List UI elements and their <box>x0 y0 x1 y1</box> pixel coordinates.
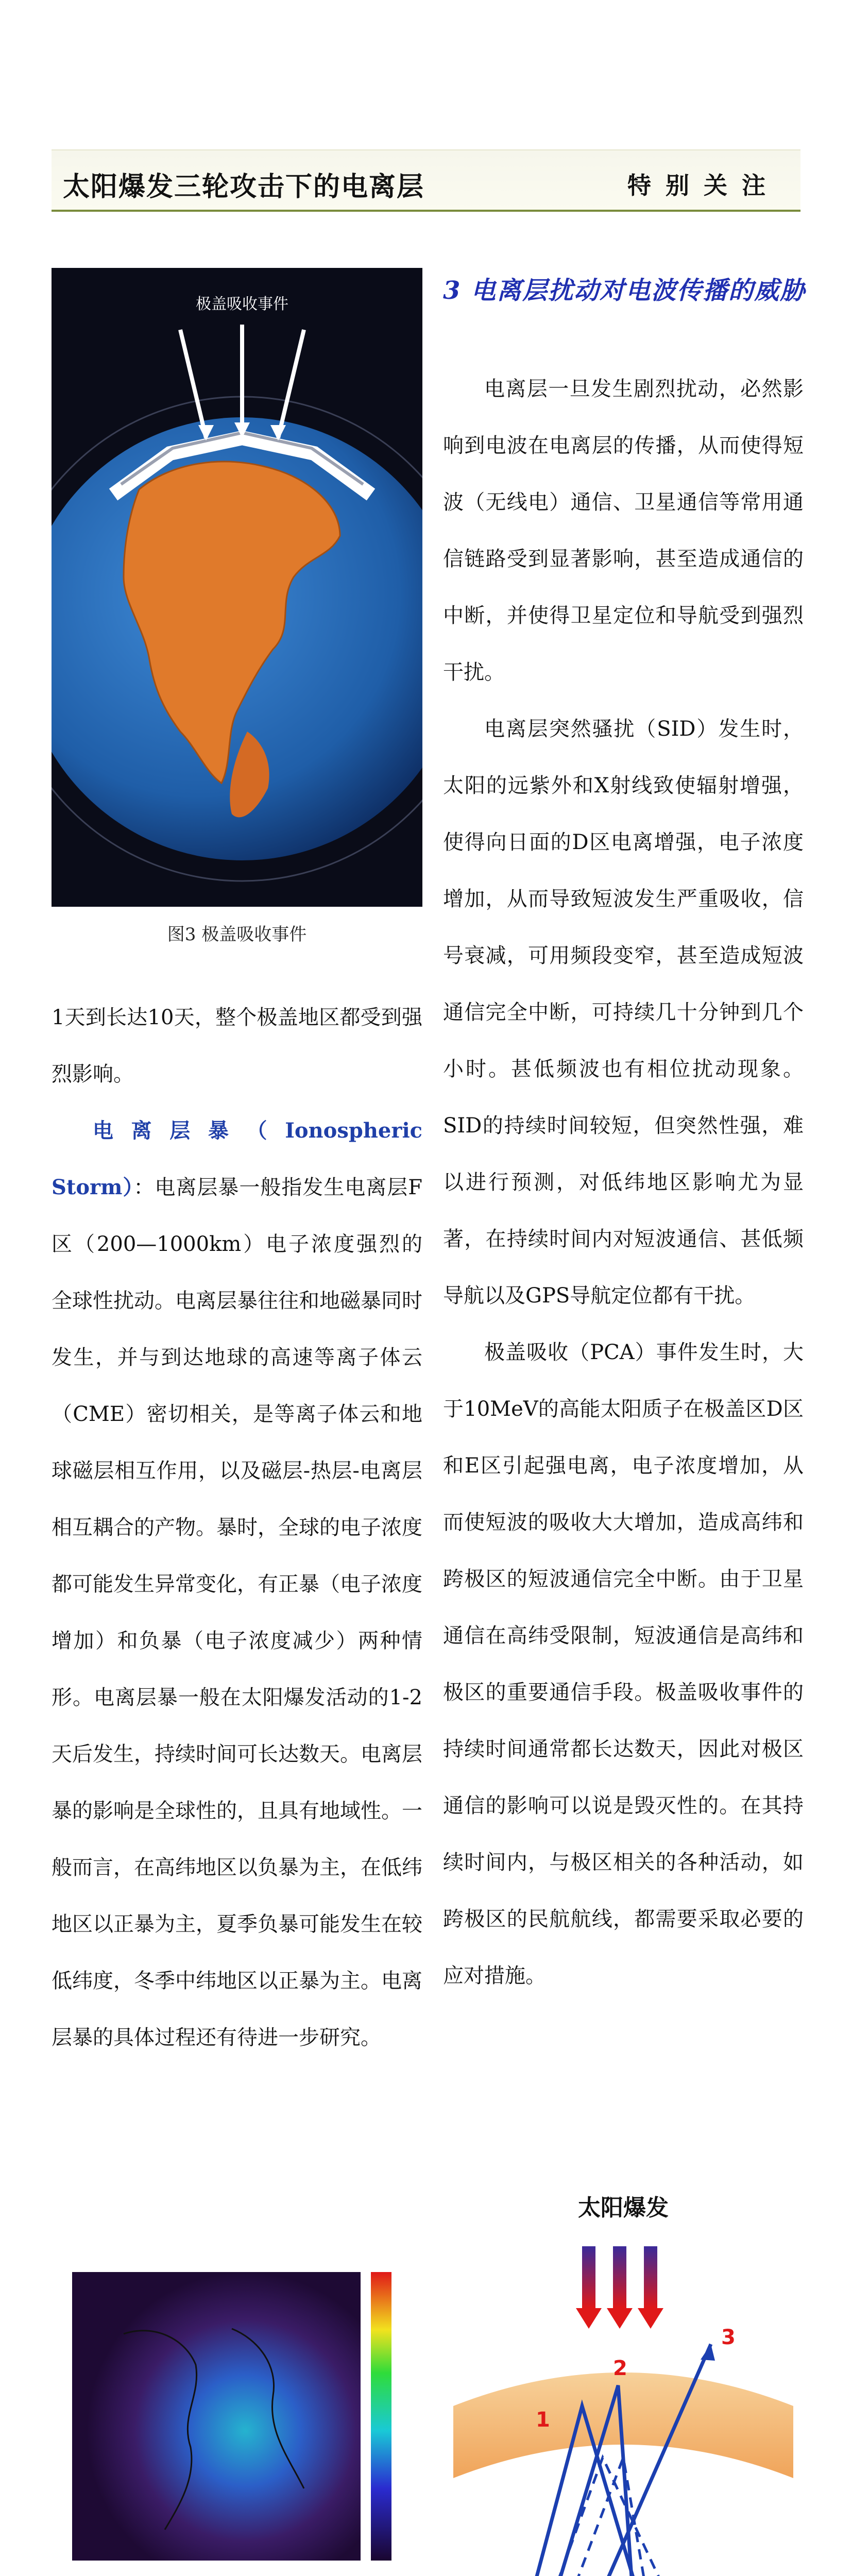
right-column-text <box>443 361 804 2004</box>
storm-text: ：电离层暴一般指发生电离层F区（200—1000km）电子浓度强烈的全球性扰动。电离层暴往往和地磁暴同时发生，并与到达地球的高速等离子体云（CME）密切相关，是等离子体云和地球磁层相互作用，以及磁层-热层-电离层相互耦合的产物。暴时，全球的电子浓度都可能发生异常变化，有正暴（电子浓度增加）和负暴（电子浓度减少）两种情形。电离层暴一般在太阳爆发活动的1-2天后发生，持续时间可长达数天。电离层暴的影响是全球性的，且具有地域性。一般而言，在高纬地区以负暴为主，在低纬地区以正暴为主，夏季负暴可能发生在较低纬度，冬季中纬地区以正暴为主。电离层暴的具体过程还有待进一步研究。 <box>52 1176 422 2049</box>
right-paragraph-1: 电离层一旦发生剧烈扰动，必然影响到电波在电离层的传播，从而使得短波（无线电）通信、卫星通信等常用通信链路受到显著影响，甚至造成通信的中断，并使得卫星定位和导航受到强烈干扰。 <box>443 377 804 684</box>
right-paragraph-2: 电离层突然骚扰（SID）发生时，太阳的远紫外和X射线致使辐射增强，使得向日面的D区电离增强，电子浓度增加，从而导致短波发生严重吸收，信号衰减，可用频段变窄，甚至造成短波通信完全中断，可持续几十分钟到几个小时。甚低频波也有相位扰动现象。SID的持续时间较短，但突然性强，难以进行预测，对低纬地区影响尤为显著，在持续时间内对短波通信、甚低频导航以及GPS导航定位都有干扰。 <box>443 717 804 1308</box>
header-bar <box>52 149 800 212</box>
section-tag: 特别关注 <box>627 172 780 199</box>
left-paragraph-storm <box>52 1103 422 2066</box>
figure-5-title: 太阳爆发 <box>578 2195 669 2221</box>
marker-3: 3 <box>721 2326 736 2349</box>
left-paragraph-1: 1天到长达10天，整个极盖地区都受到强烈影响。 <box>52 1006 422 1086</box>
marker-2: 2 <box>613 2357 627 2380</box>
right-paragraph-3: 极盖吸收（PCA）事件发生时，大于10MeV的高能太阳质子在极盖区D区和E区引起强电离，电子浓度增加，从而使短波的吸收大大增加，造成高纬和跨极区的短波通信完全中断。由于卫星通信在高纬受限制，短波通信是高纬和极区的重要通信手段。极盖吸收事件的持续时间通常都长达数天，因此对极区通信的影响可以说是毁灭性的。在其持续时间内，与极区相关的各种活动，如跨极区的民航航线，都需要采取必要的应对措施。 <box>443 1341 804 1988</box>
storm-term: 电离层暴（Ionospheric Storm） <box>52 1118 422 1199</box>
tec-map-quiet <box>72 2272 361 2561</box>
figure-3-caption: 图3 极盖吸收事件 <box>167 924 307 945</box>
left-column-text <box>52 989 422 2066</box>
figure-4 <box>62 2262 412 2576</box>
colorbar-quiet <box>371 2272 391 2561</box>
globe-illustration <box>52 268 422 907</box>
section-title: 3 电离层扰动对电波传播的威胁 <box>443 276 806 305</box>
figure-3 <box>52 268 422 945</box>
marker-1: 1 <box>536 2408 550 2432</box>
figure-3-inner-label: 极盖吸收事件 <box>196 295 288 313</box>
hf-propagation-diagram <box>443 2190 804 2576</box>
figure-5 <box>443 2190 804 2576</box>
tec-maps <box>62 2262 412 2576</box>
page-title: 太阳爆发三轮攻击下的电离层 <box>63 171 425 202</box>
